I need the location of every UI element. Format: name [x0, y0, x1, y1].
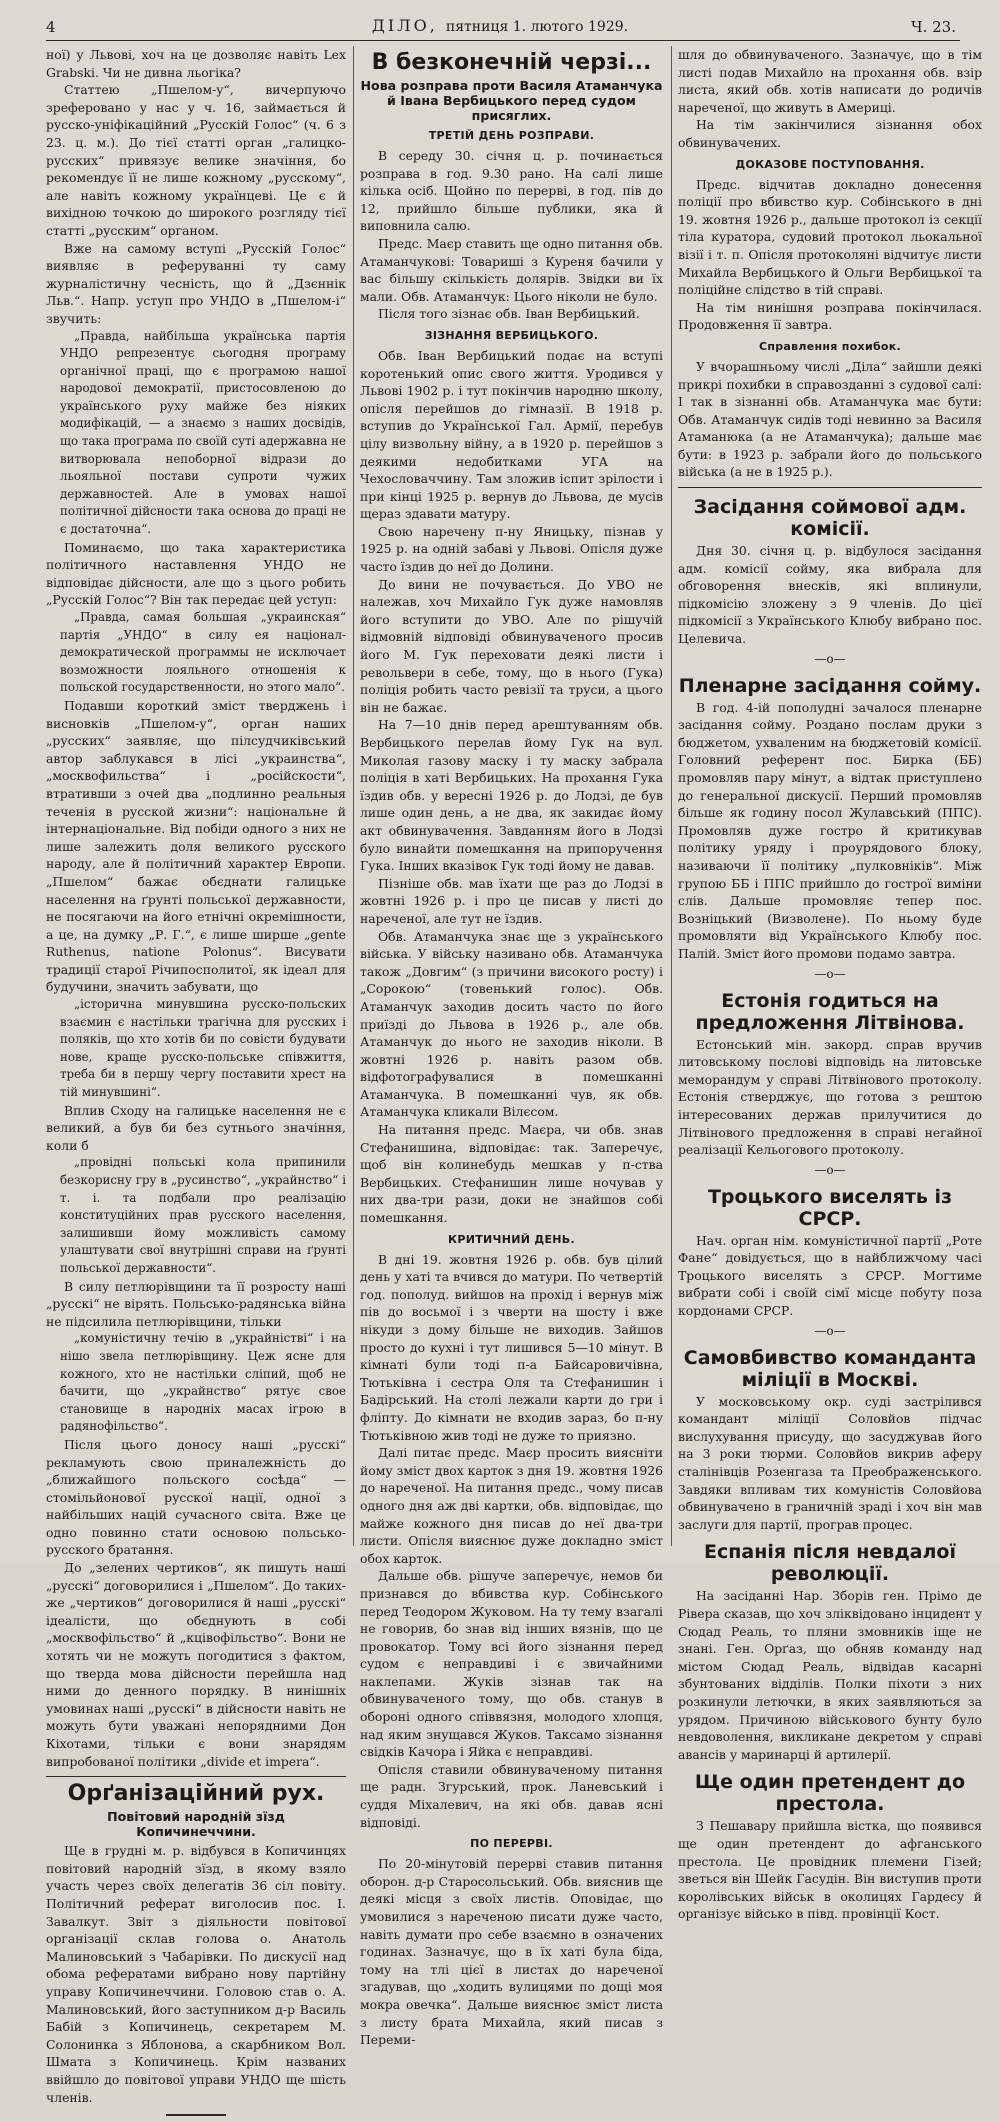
article-paragraph: В год. 4-ій пополудні зачалося пленарне засідання сойму. Роздано послам друки з бюджетом, ухваленим на бюджетовій комісії. Головний референт пос. Бирка (ББ) промовляв пару мінут, а відтак приступлено до генеральної дискусії. Перший промовляв більше як годину посол Жулавський (ППС). Промовляв дуже гостро й критикував політику уряду і проурядового блоку, називаючи її політику „пулковніків“. Між групою ББ і ППС прийшло до гострої виміни слів. Дальше промовляє тепер пос. Возніцький (Визволене). По ньому буде промовляти від Українського Клюбу пос. Палій. Зміст його промови подамо завтра. [678, 699, 982, 961]
quote-paragraph: „провідні польські кола припинили безкорисну гру в „русинство“, „украйнство“ і т. і. та подбали про реалізацію конституційних прав русского населення, залишивши йому можливість самому улаштувати свої внутрішні справи на ґрунті польської державности“. [60, 1155, 346, 1275]
headline-spain: Еспанія після невдалої революції. [704, 1541, 956, 1586]
article-paragraph: В дні 19. жовтня 1926 р. обв. був цілий день у хаті та вчився до матури. По четвертій год. пополуд. вийшов на прохід і вернув між пів до восьмої і з чверти на шосту і вже нікуди з дому більше не виходив. Зайшов просто до кухні і тут лишився 5—10 мінут. В кімнаті були тоді п-а Байсаровичівна, Тютьківна і сестра Оля та Стефанишин і Бадірський. На столі лежали карти до гри і фліпту. До кімнати не входив зараз, бо п-ну Тютьківною жив тоді не дуже то приязно. [360, 1251, 663, 1443]
headline-moscow: Самовбивство команданта міліції в Москві. [683, 1346, 977, 1391]
section-heading: ПО ПЕРЕРВІ. [470, 1837, 553, 1851]
section-rule [46, 1776, 346, 1777]
article-paragraph: У московському окр. суді застрілився командант міліції Соловйов підчас вислухування присуду, що засуджував його на 3 роки тюрми. Соловйов викрив аферу сталінівців Розенгаза та Преображенського. Завдяки впливам тих комуністів Соловйова обвинувачено в граничній зраді і хоч він мав заслуги для партії, програв процес. [678, 1393, 982, 1532]
page-header [0, 0, 1000, 42]
article-paragraph: Обв. Атаманчука знає ще з українського війська. У війську називано обв. Атаманчука також „Довгим“ (з причини високого росту) і „Сорокою“ (товенький голос). Обв. Атаманчук заходив досить часто по його приїзді до Львова в 1926 р., але обв. Атаманчук до нього не заходив ніколи. В жовтні 1926 р. навіть разом обв. відфотографувалися в помешканні Атаманчука. В помешканні чув, як обв. Атаманчука кликали Вілєсом. [360, 928, 663, 1120]
separator: —о— [814, 651, 846, 666]
separator: —о— [814, 966, 846, 981]
masthead-title: ДІЛО, [371, 16, 438, 35]
section-heading: ДОКАЗОВЕ ПОСТУПОВАННЯ. [735, 157, 925, 171]
article-paragraph: На засіданні Нар. Зборів ген. Прімо де Рівера сказав, що хоч зліквідовано інцидент у Сюдад Реаль, то пляни змовників іще не знані. Ген. Орґаз, що обняв команду над містом Сюдад Реаль, відвідав касарні збунтованих відділів. Полки піхоти з них розкинули летючки, в яких заявляються за урядом. Причиною військового бунту було невдоволення, викликане декретом у справі авансів у маринарці й артилерії. [678, 1588, 982, 1762]
page-number: 4 [46, 18, 56, 36]
headline-trial: В безконечній черзі... [371, 50, 652, 75]
column-divider [671, 46, 672, 1546]
article-paragraph: З Пешавару прийшла вістка, що появився ще один претендент до афганського престола. Це провідник племени Гізей; зветься він Шейк Гасудін. Він виступив проти королівських військ в околицях Гардесу й організує військо в півд. провінції Кост. [678, 1818, 982, 1922]
header-rule [46, 40, 960, 41]
section-heading: Справлення похибок. [758, 339, 902, 353]
section-rule [678, 487, 982, 488]
subheadline-trial: Нова розправа проти Василя Атаманчука й Івана Вербицького перед судом присяглих. [360, 78, 663, 123]
masthead [0, 16, 1000, 35]
masthead-date: пятниця 1. лютого 1929. [445, 19, 629, 35]
section-heading: КРИТИЧНИЙ ДЕНЬ. [448, 1232, 575, 1246]
issue-number: Ч. 23. [911, 18, 956, 36]
article-paragraph: Після того зізнає обв. Іван Вербицький. [378, 306, 640, 322]
headline-pretender: Ще один претендент до престола. [694, 1771, 966, 1816]
article-paragraph: Ще в грудні м. р. відбувся в Копичинцях повітовий народній зїзд, в якому взяло участь через своїх делегатів 36 сіл повіту. Політичний реферат виголосив пос. І. Завалкут. Звіт з діяльности повітової організації склав голова о. Анатоль Малиновський з Чабарівки. По дискусії над обома рефератами вибрано нову партійну управу Копичинеччини. Головою став о. А. Малиновський, його заступником д-р Василь Бабій з Копичинець, секретарем М. Солонинка з Яблонова, а скарбником Вол. Шмата з Копичинець. Крім названих ввійшло до повітової управи УНДО ще шість членів. [46, 1843, 346, 2105]
article-paragraph: Предс. Маєр ставить ще одно питання обв. Атаманчукові: Товариші з Куреня бачили у вас більшу скількість долярів. Звідки ви їх мали. Обв. Атаманчук: Цього ніколи не було. [360, 235, 663, 304]
article-paragraph: До „зелених чертиков“, як пишуть наші „русскі“ договорилися і „Пшелом“. До таких-же „чертиков“ договорилися й наші „русскі“ ідеалісти, що обєднують в собі „москвофільство“ й „кцівофільство“. Вони не хотять чи не можуть погодитися з фактом, що тверда мова дійсности перейшла над ними до денного порядку. В нинішніх умовинах наші „русскі“ в дійсности навіть не можуть бути уважані непорядними Дон Кіхотами, тільки є вони знарядям випробованої політики „divide et impera“. [46, 1560, 346, 1769]
article-paragraph: Далі питає предс. Маєр просить виясніти йому зміст двох карток з дня 19. жовтня 1926 до нареченої. На питання предс., чому писав одного дня аж дві картки, обв. відповідає, що майже кожного дня писав до неї два-три листи. Опісля вияснює дуже докладно зміст обох карток. [360, 1445, 663, 1566]
article-paragraph: Свою наречену п-ну Яницьку, пізнав у 1925 р. на одній забаві у Львові. Опісля дуже часто їздив до неї до Долини. [360, 523, 663, 575]
article-paragraph: На питання предс. Маєра, чи обв. знав Стефанишина, відповідає: так. Заперечує, щоб він колинебудь мешкав у п-ства Вербицьких. Стефанишин лише ночував у них два-три рази, доки не знайшов собі помешкання. [360, 1122, 663, 1226]
article-paragraph: Предс. відчитав докладно донесення поліції про вбивство кур. Собінського в дні 19. жовтня 1926 р., дальше протокол із секції тіла куратора, судовий протокол льокальної візії і т. п. Опісля протоколяні відчитує листи Михайла Вербицького й Ольги Вербицької та поліційне слідство в тій справі. [678, 176, 982, 298]
article-paragraph: На тім нинішня розправа покінчилася. Продовження її завтра. [678, 299, 982, 333]
headline-organization: Орґанізаційний рух. [67, 1781, 325, 1807]
headline-estonia: Естонія годиться на предложення Літвінова. [695, 989, 965, 1034]
article-paragraph: шля до обвинуваченого. Зазначує, що в тім листі подав Михайло на прохання обв. взір листа, який обв. хотів написати до родичів нареченої, що живуть в Америці. [678, 47, 982, 115]
article-paragraph: У вчорашньому числі „Діла“ зайшли деякі прикрі похибки в справозданні з судової салі: І так в зізнанні обв. Атаманчука має бути: Обв. Атаманчук сидів тоді невинно за Василя Атаманюка (а не Атаманчука); дальше має бути: в 1923 р. забрали його до польського війська (а не в 1925 р.). [678, 358, 982, 480]
article-paragraph: Естонський мін. закорд. справ вручив литовському послові відповідь на литовське меморандум у справі Літвінового протоколу. Естонія стверджує, що готова з рештою інтересованих держав прилучитися до Літвінового предложення в справі негайної реалізації Кельогового протоколу. [678, 1036, 982, 1158]
article-paragraph: Вплив Сходу на галицьке населення не є великий, а був би без сутнього значіння, коли б [46, 1102, 346, 1153]
headline-committee: Засідання соймової адм. комісії. [693, 496, 967, 541]
quote-paragraph: „Правда, самая большая „украинская“ партія „УНДО“ в силу ея націонал-демократической программы не исключает возможности лояльного отношенія к польской государственности, но этого мало“. [60, 610, 346, 695]
article-paragraph: Обв. Іван Вербицький подає на вступі коротенький опис свого життя. Уродився у Львові 1902 р. і тут покінчив народню школу, опісля перейшов до гімназії. В 1918 р. вступив до Української Гал. Армії, перебув цілу визвольну війну, а в 1920 р. перейшов з деякими недобитками УГА на Чехословаччину. Там зложив іспит зрілости і при кінці 1925 р. вернув до Львова, де мусів щераз здавати матуру. [360, 347, 663, 522]
article-paragraph: Опісля ставили обвинуваченому питання ще радн. Згурський, прок. Ланевський і суддя Міхалевич, на які обв. давав ясні відповіді. [360, 1761, 663, 1830]
section-heading: ТРЕТІЙ ДЕНЬ РОЗПРАВИ. [428, 129, 595, 142]
article-paragraph: До вини не почувається. До УВО не належав, хоч Михайло Гук дуже намовляв його вступити до УВО. Але по рішучій відмовній відповіді обвинуваченого просив його М. Гук переховати деякі листи і револьвери в себе, тому, що в нього (Гука) поліція робить часто ревізії та труси, а цього він не бажає. [360, 576, 663, 715]
article-paragraph: Пізніше обв. мав їхати ще раз до Лодзі в жовтні 1926 р. і про це писав у листі до нареченої, але тут не їздив. [360, 875, 663, 926]
article-paragraph: Статтею „Пшелом-у“, вичерпуючо зреферовано у нас у ч. 16, займається й русско-уніфікаційний „Русскій Голос“ (ч. 6 з 23. ц. м.). До тієї статті орган „галицко-русских“ привязує велике значіння, бо рекомендує її не лише кожному „русскому“, але навіть кожному українцеві. Це є й вихідною точкою до широкого розгляду тієї статті „русским“ органом. [46, 82, 346, 238]
quote-paragraph: „Правда, найбільша українська партія УНДО репрезентує сьогодня програму органічної праці, що є програмою нашої народової демократії, пристосовленою до українського руху майже без ніяких модифікацій, — а знаємо з наших досвідів, що така програма по своїй суті адержавна не витворювала непоборної відрази до льояльної постави супроти чужих державностей. Але в умовах нашої політичної дійсности така основа до праці не є достаточна“. [60, 328, 346, 537]
article-paragraph: Дня 30. січня ц. р. відбулося засідання адм. комісії сойму, яка вибрала для обговорення внесків, які вплинули, підкомісію зложену з 9 членів. До цієї підкомісії з Українського Клюбу вибрано пос. Целевича. [678, 543, 982, 647]
article-paragraph: Поминаємо, що така характеристика політичного наставлення УНДО не відповідає дійсности, але що з цього робить „Русскій Голос“? Він так передає цей уступ: [46, 539, 346, 608]
separator: —о— [814, 1323, 846, 1338]
column-left [46, 46, 346, 2122]
article-paragraph: Подавши короткий зміст тверджень і висновків „Пшелом-у“, орган наших „русских“ заявляє, що пілсудчиківський автор заблукався в лісі „украинства“, „москвофильства“ і „російскости“, втративши з очей два „подлинно реальныя теченія в русской жизни“: національне й інтернаціональне. Від побіди одного з них не лише залежить доля великого русского народу, але й політичний характер Европи. „Пшелом“ бажає обєднати галицьке населення на ґрунті польської державности, не посягаючи на його етнічні окремішности, а це, на думку „Р. Г.“, є лише ширше „gente Ruthenus, natione Polonus“. Висувати традиції старої Річипосполитої, як ідеал для будучини, значить забувати, що [46, 697, 346, 995]
subheadline-congress: Повітовий народній зїзд Копичинеччини. [107, 1809, 285, 1840]
section-heading: ЗІЗНАННЯ ВЕРБИЦЬКОГО. [424, 328, 599, 342]
article-paragraph: Дальше обв. рішуче заперечує, немов би признався до вбивства кур. Собінського перед Теодором Жуковом. На ту тему взагалі не говорив, бо знав від інших вязнів, що це провокатор. Тому всі його зізнання перед судом є неправдиві і є звичайними наклепами. Жуків зізнав так на обвинуваченого тому, що обв. станув в обороні одного співвязня, молодого хлопця, над яким знущався Жуков. Таксамо зізнання свідків Качора і Яйка є неправдиві. [360, 1568, 663, 1760]
quote-paragraph: „комуністичну течію в „украйністві“ і на нішо звела петлюрівщину. Цеж ясне для кожного, хто не настільки сліпий, щоб не бачити, що „украйнство“ рятує свое становище в народніх масах ігрою в радянофільство“. [60, 1331, 346, 1434]
article-paragraph: Нач. орган нім. комуністичної партії „Роте Фане“ довідується, що в найближчому часі Троцького виселять з СРСР. Могтиме вибрати собі і своїй сімї місце побуту поза кордонами СРСР. [678, 1232, 982, 1319]
column-right [678, 46, 982, 1923]
article-paragraph: На 7—10 днів перед арештуванням обв. Вербицького перелав йому Гук на вул. Миколая газову маску і ту маску забрала поліція в хаті Вербицьких. На прохання Гука їздив обв. у вересні 1926 р. до Лодзі, де був лише один день, а не два, як закидає йому акт обвинувачення. Завданням його в Лодзі було винайти помешкання на припоручення Гука. Інших вказівок Гук тоді йому не давав. [360, 717, 663, 874]
article-paragraph: В силу петлюрівщини та її розросту наші „русскі“ не вірять. Польсько-радянська війна не підсилила петлюрівщини, тільки [46, 1278, 346, 1329]
separator: —о— [814, 1162, 846, 1177]
article-paragraph: В середу 30. січня ц. р. починається розправа в год. 9.30 рано. На салі лише кілька осіб. Щойно по перерві, в год. пів до 12, прийшло більше публики, яка й виповнила салю. [360, 148, 663, 234]
article-paragraph: ної) у Львові, хоч на це дозволяє навіть Lex Grabski. Чи не дивна льогіка? [46, 47, 346, 80]
article-paragraph: На тім закінчилися зізнання обох обвинувачених. [678, 117, 982, 150]
quote-paragraph: „історична минувшина русско-польских взаємин є настільки трагічна для русских і поляків, що хто хотів би по совісти будувати нове, краще русско-польське співжиття, треба би в першу чергу поставити хрест на тій минувшині“. [60, 997, 346, 1100]
article-paragraph: По 20-мінутовій перерві ставив питання оборон. д-р Старосольський. Обв. вияснив ще деякі місця з своїх листів. Оповідає, що умовилися з нареченою писати дуже часто, навіть думати про себе взаємно в означених годинах. Зазначує, що в їх хаті була біда, тому на тлі цієї в листах до нареченої згадував, що „ходить вулицями по дощі моя мокра овечка“. Дальше вияснює зміст листа з листу брата Михайла, який писав з Переми- [360, 1856, 663, 2048]
headline-plenary: Пленарне засідання сойму. [678, 674, 982, 697]
end-mark [166, 2114, 226, 2116]
column-middle [360, 46, 663, 2049]
article-paragraph: Вже на самому вступі „Русскій Голос“ виявляє в реферуванні ту саму журналістичну чесність, що й „Дзєннік Льв.“. Напр. уступ про УНДО в „Пшелом-і“ звучить: [46, 240, 346, 326]
article-paragraph: Після цього доносу наші „русскі“ рекламують свою приналежність до „ближайшого польского сосѣда“ — стомільйонової русскої нації, одної з найбільших націй сучасного світа. Вже це одно повинно стати основою польсько-русского братання. [46, 1436, 346, 1558]
column-divider [353, 46, 354, 1546]
headline-trotsky: Троцького виселять із СРСР. [707, 1185, 953, 1230]
